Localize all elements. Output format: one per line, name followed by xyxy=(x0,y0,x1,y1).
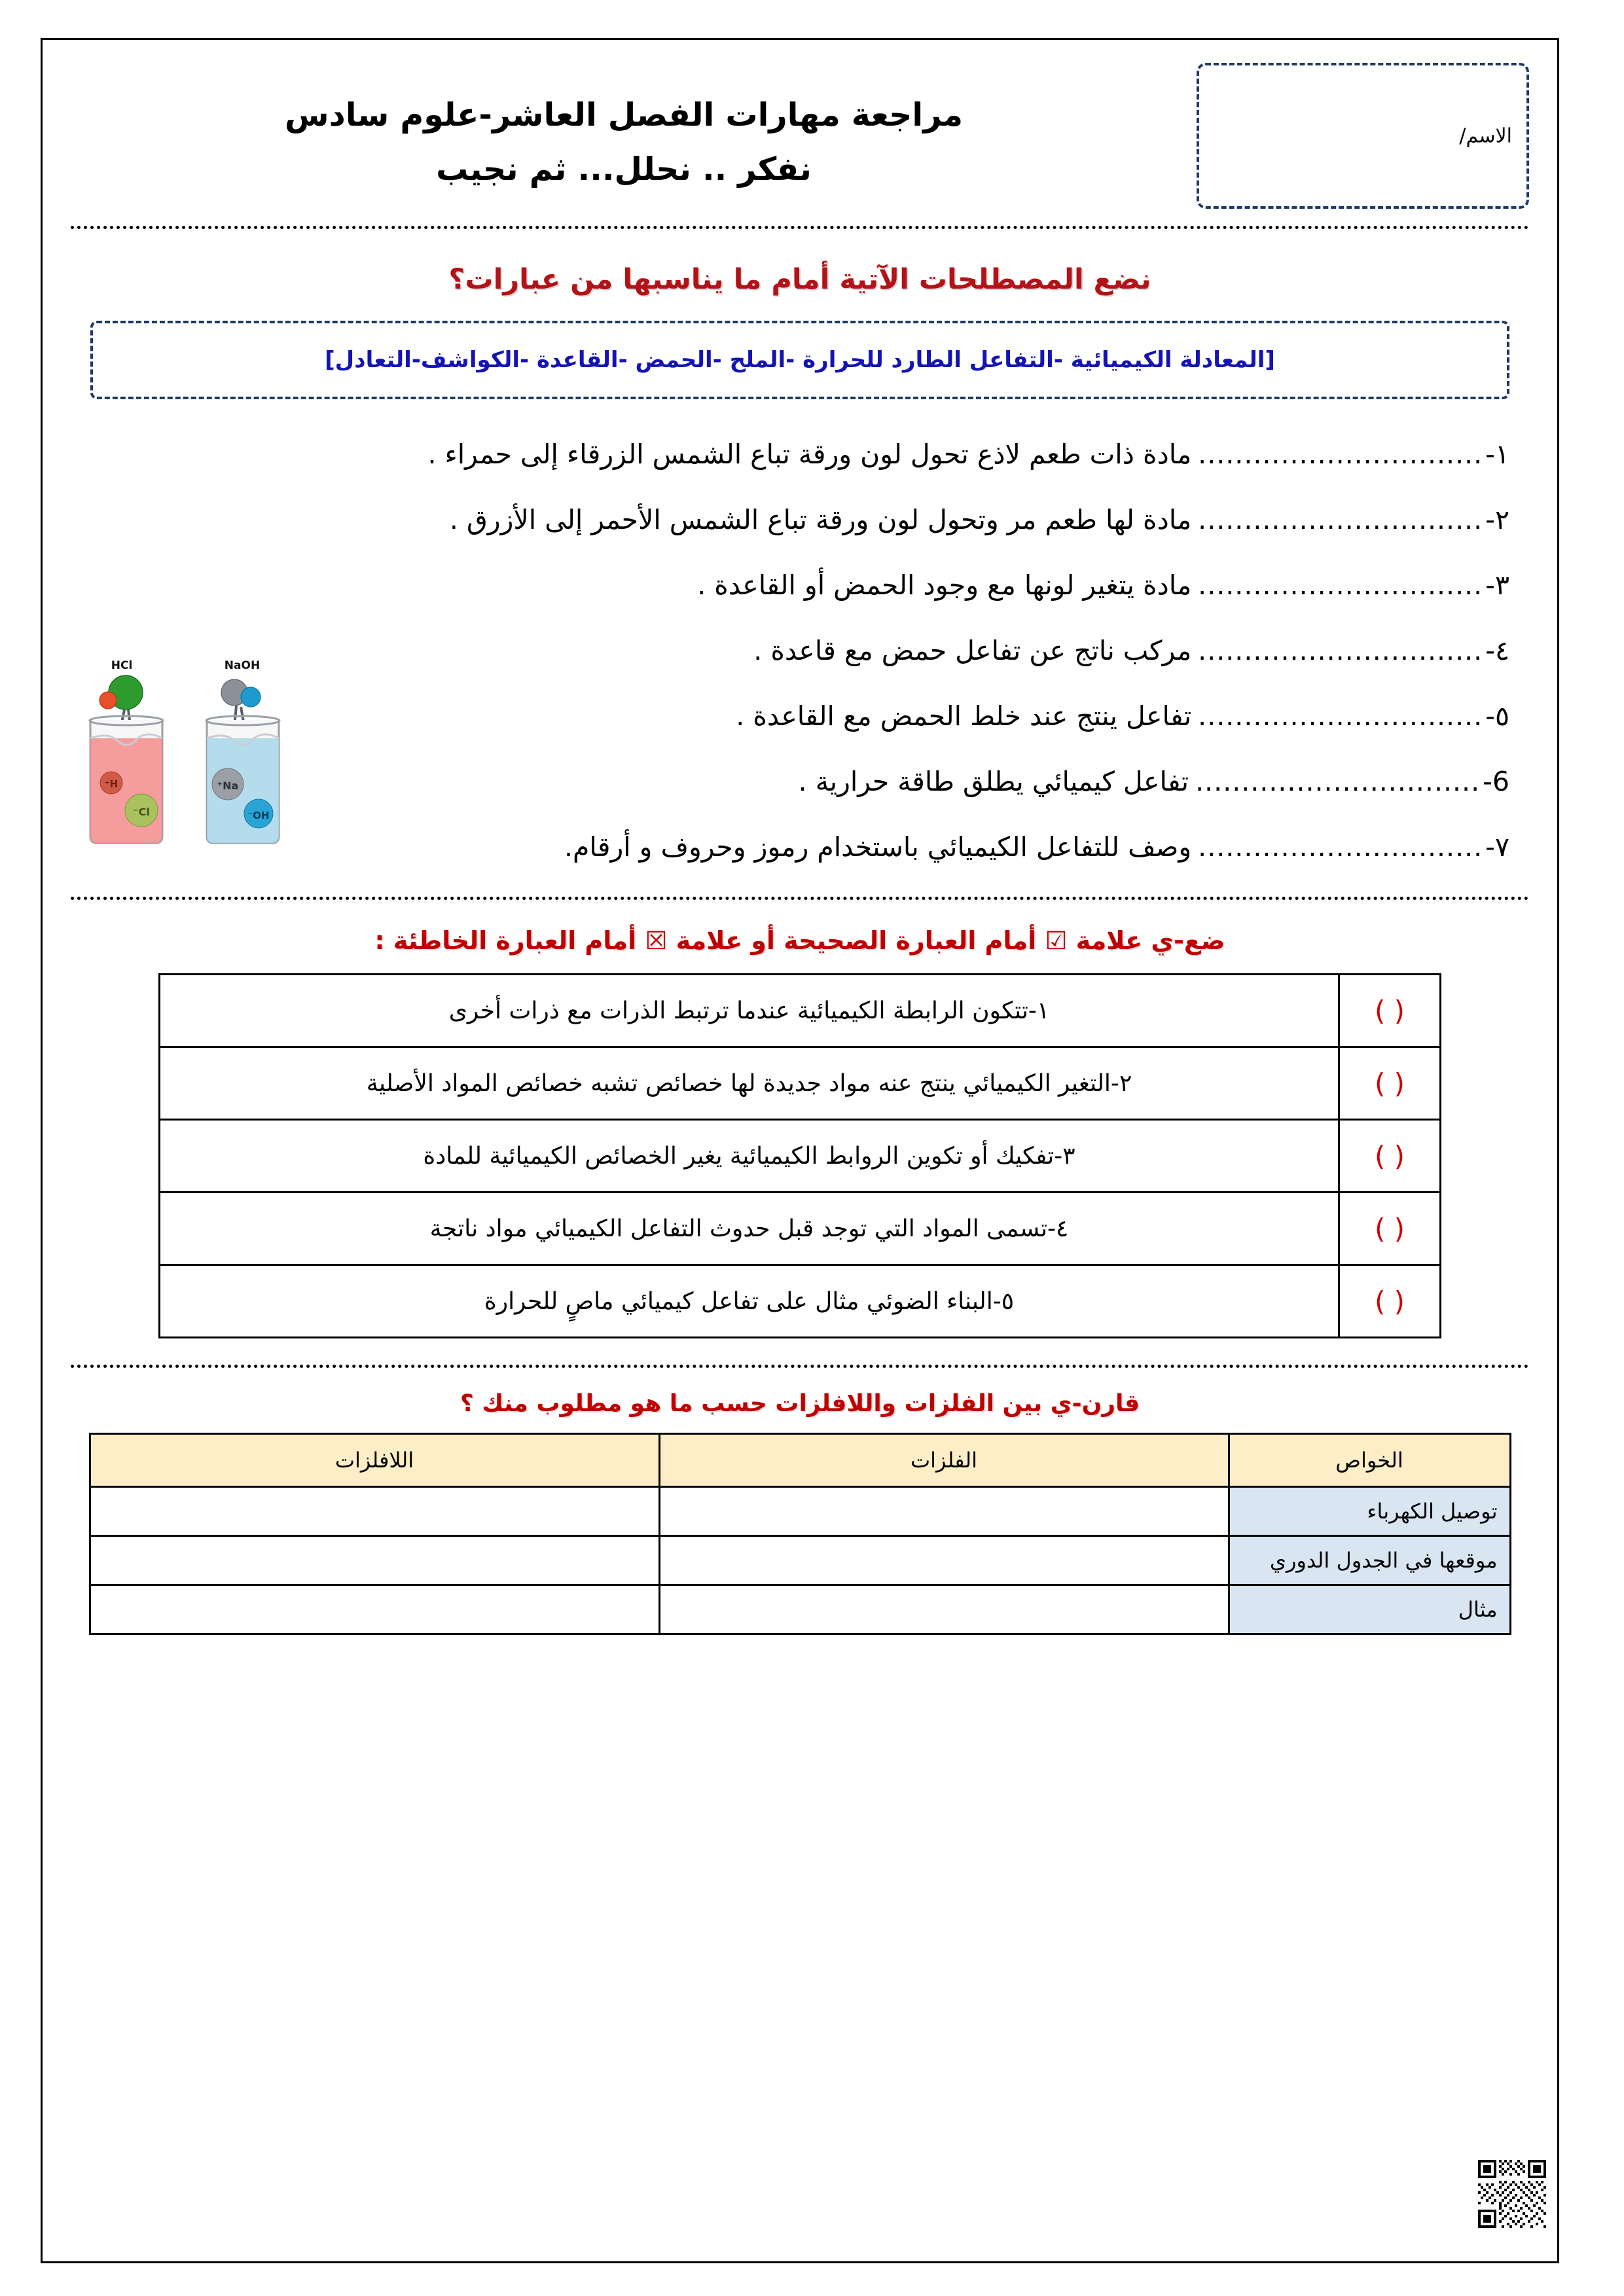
metals-answer-cell[interactable] xyxy=(659,1536,1229,1585)
statement-cell: ٥-البناء الضوئي مثال على تفاعل كيميائي ماصٍ للحرارة xyxy=(160,1265,1339,1338)
oh-ion-label: OH⁻ xyxy=(247,810,270,821)
question-text: مركب ناتج عن تفاعل حمض مع قاعدة . xyxy=(753,635,1192,666)
nonmetals-answer-cell[interactable] xyxy=(90,1487,659,1536)
student-name-label: الاسم/ xyxy=(1459,124,1512,147)
column-header-nonmetals: اللافلزات xyxy=(90,1434,659,1487)
metals-answer-cell[interactable] xyxy=(659,1487,1229,1536)
property-cell: مثال xyxy=(1229,1585,1510,1634)
nonmetals-answer-cell[interactable] xyxy=(90,1536,659,1585)
question-text: مادة يتغير لونها مع وجود الحمض أو القاعدة . xyxy=(697,569,1192,601)
nonmetals-answer-cell[interactable] xyxy=(90,1585,659,1634)
fill-in-blank-list xyxy=(71,439,1529,863)
table-row xyxy=(160,1265,1441,1338)
terms-bank-text: [المعادلة الكيميائية -التفاعل الطارد للحرارة -الملح -الحمض -القاعدة -الكواشف-التعادل] xyxy=(325,347,1275,373)
true-false-table xyxy=(158,973,1441,1338)
worksheet-subtitle: نفكر .. نحلل... ثم نجيب xyxy=(436,150,812,188)
table-row xyxy=(160,1120,1441,1193)
answer-mark-cell[interactable]: ( ) xyxy=(1339,1047,1441,1120)
metals-answer-cell[interactable] xyxy=(659,1585,1229,1634)
answer-blank[interactable]: ............................... xyxy=(1198,635,1483,666)
qr-code xyxy=(1478,2160,1546,2228)
answer-mark-cell[interactable]: ( ) xyxy=(1339,1193,1441,1265)
answer-blank[interactable]: ............................... xyxy=(1198,569,1483,601)
naoh-label: NaOH xyxy=(224,659,261,672)
title-block xyxy=(71,63,1177,209)
cl-ion-label: Cl⁻ xyxy=(133,806,150,818)
question-item xyxy=(71,439,1529,470)
section3-heading: قارن-ي بين الفلزات واللافلزات حسب ما هو مطلوب منك ؟ xyxy=(460,1390,1140,1417)
section1-heading: نضع المصطلحات الآتية أمام ما يناسبها من عبارات؟ xyxy=(448,263,1151,296)
h-ion-label: H⁺ xyxy=(104,778,118,790)
divider-section2 xyxy=(71,1365,1529,1368)
question-text: تفاعل كيميائي يطلق طاقة حرارية . xyxy=(798,766,1189,797)
terms-bank-box xyxy=(90,321,1509,399)
answer-mark-cell[interactable]: ( ) xyxy=(1339,975,1441,1047)
divider-header xyxy=(71,226,1529,229)
column-header-properties: الخواص xyxy=(1229,1434,1510,1487)
header xyxy=(71,54,1529,209)
qr-code-svg xyxy=(1478,2160,1546,2228)
question-text: تفاعل ينتج عند خلط الحمض مع القاعدة . xyxy=(736,700,1192,732)
table-row xyxy=(90,1536,1510,1585)
answer-blank[interactable]: ............................... xyxy=(1198,504,1483,535)
table-row xyxy=(90,1487,1510,1536)
question-number: ٢- xyxy=(1485,504,1509,535)
table-header-row xyxy=(90,1434,1510,1487)
question-number: 6- xyxy=(1483,766,1509,797)
worksheet-title: مراجعة مهارات الفصل العاشر-علوم سادس xyxy=(284,96,964,134)
table-row xyxy=(160,975,1441,1047)
comparison-table xyxy=(89,1433,1511,1635)
question-item xyxy=(71,569,1529,601)
question-text: وصف للتفاعل الكيميائي باستخدام رموز وحروف و أرقام. xyxy=(564,831,1192,863)
answer-blank[interactable]: ............................... xyxy=(1198,831,1483,863)
statement-cell: ٤-تسمى المواد التي توجد قبل حدوث التفاعل الكيميائي مواد ناتجة xyxy=(160,1193,1339,1265)
answer-mark-cell[interactable]: ( ) xyxy=(1339,1120,1441,1193)
question-number: ٥- xyxy=(1485,700,1509,732)
question-number: ٧- xyxy=(1485,831,1509,863)
table-row xyxy=(90,1585,1510,1634)
question-number: ٤- xyxy=(1485,635,1509,666)
hcl-label: HCl xyxy=(111,659,133,672)
answer-blank[interactable]: ............................... xyxy=(1198,439,1483,470)
na-ion-label: Na⁺ xyxy=(217,780,239,792)
table-row xyxy=(160,1047,1441,1120)
acid-base-illustration xyxy=(77,655,293,844)
answer-mark-cell[interactable]: ( ) xyxy=(1339,1265,1441,1338)
student-name-box[interactable] xyxy=(1197,63,1529,209)
property-cell: موقعها في الجدول الدوري xyxy=(1229,1536,1510,1585)
question-text: مادة ذات طعم لاذع تحول لون ورقة تباع الشمس الزرقاء إلى حمراء . xyxy=(427,439,1192,470)
answer-blank[interactable]: ............................... xyxy=(1195,766,1481,797)
divider-section1 xyxy=(71,897,1529,900)
question-number: ١- xyxy=(1485,439,1509,470)
question-number: ٣- xyxy=(1485,569,1509,601)
question-text: مادة لها طعم مر وتحول لون ورقة تباع الشمس الأحمر إلى الأزرق . xyxy=(449,504,1192,535)
statement-cell: ٣-تفكيك أو تكوين الروابط الكيميائية يغير الخصائص الكيميائية للمادة xyxy=(160,1120,1339,1193)
question-item xyxy=(71,504,1529,535)
statement-cell: ١-تتكون الرابطة الكيميائية عندما ترتبط الذرات مع ذرات أخرى xyxy=(160,975,1339,1047)
table-row xyxy=(160,1193,1441,1265)
beaker-diagram-svg xyxy=(77,655,293,844)
answer-blank[interactable]: ............................... xyxy=(1198,700,1483,732)
statement-cell: ٢-التغير الكيميائي ينتج عنه مواد جديدة لها خصائص تشبه خصائص المواد الأصلية xyxy=(160,1047,1339,1120)
page-content xyxy=(41,38,1559,2263)
property-cell: توصيل الكهرباء xyxy=(1229,1487,1510,1536)
column-header-metals: الفلزات xyxy=(659,1434,1229,1487)
section2-heading: ضع-ي علامة ☑ أمام العبارة الصحيحة أو علامة ☒ أمام العبارة الخاطئة : xyxy=(374,926,1225,955)
